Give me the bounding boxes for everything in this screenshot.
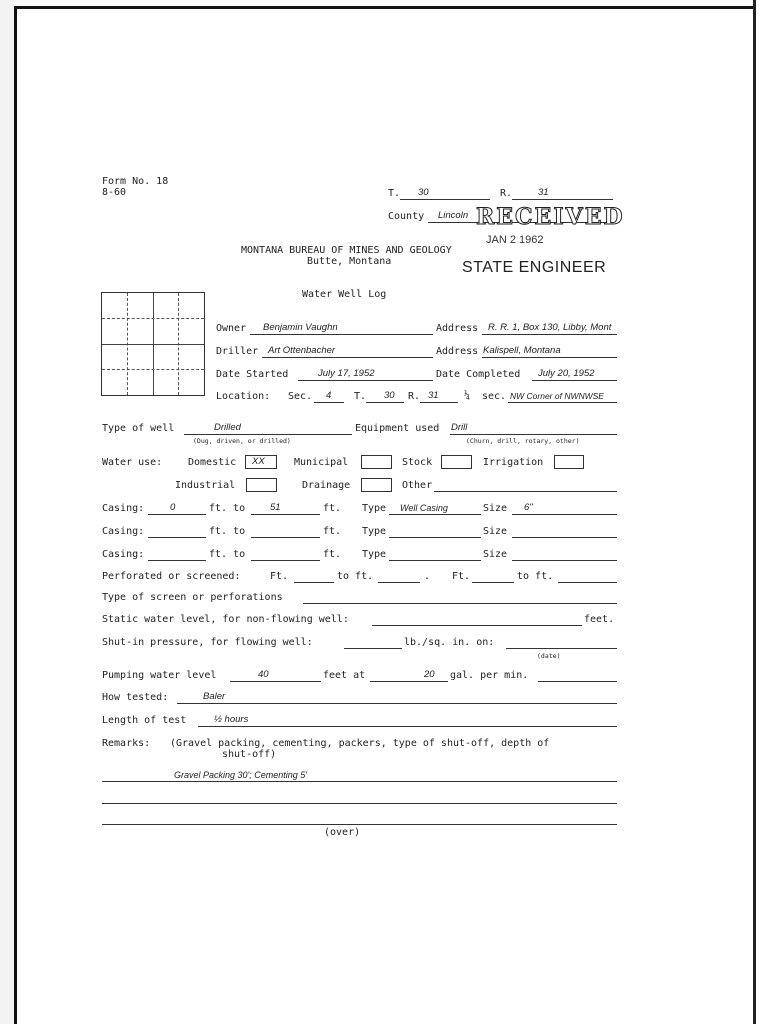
township-t-value: 30 [418,187,429,198]
remarks-line-2 [102,803,617,804]
driller-value: Art Ottenbacher [268,345,336,356]
casing1-size-line [512,514,617,515]
casing1-size-label: Size [483,503,508,514]
casing2-type-label: Type [362,526,387,537]
location-quarter-line [508,402,617,403]
perforated-to-ft2: to ft. [517,571,554,582]
drainage-label: Drainage [302,480,351,491]
equipment-hint: (Churn, drill, rotary, other) [466,437,580,445]
date-completed-value: July 20, 1952 [538,368,595,379]
date-started-value: July 17, 1952 [318,368,375,379]
casing3-type-line [389,560,481,561]
pumping-value: 40 [258,669,269,680]
over-note: (over) [324,827,361,838]
casing3-ft: ft. [323,549,342,560]
location-r-value: 31 [428,390,439,401]
casing2-type-line [389,537,481,538]
pumping-feet-at: feet at [323,670,366,681]
page-top-edge [14,0,770,9]
casing3-from-line [148,560,206,561]
type-of-well-label: Type of well [102,423,175,434]
casing1-to-line [251,514,320,515]
irrigation-label: Irrigation [483,457,544,468]
length-label: Length of test [102,715,187,726]
perforated-ft2: Ft. [452,571,471,582]
pumping-level-line [230,681,321,682]
casing3-to-line [251,560,320,561]
township-r-line [512,199,613,200]
type-of-well-hint: (Dug, driven, or drilled) [193,437,291,445]
location-sec-value: 4 [326,390,332,401]
location-r-line [420,402,458,403]
perforated-to-line [378,582,420,583]
county-value: Lincoln [438,210,469,221]
form-number: Form No. 18 [102,176,169,187]
driller-address-line [482,357,617,358]
casing3-ft-to: ft. to [209,549,246,560]
casing1-to: 51 [270,502,281,513]
form-revision: 8-60 [102,187,127,198]
location-quarter: ¼ [464,390,471,401]
perforated-to-ft: to ft. [337,571,374,582]
shutin-date-line [506,648,617,649]
location-t-value: 30 [384,390,395,401]
agency-name: MONTANA BUREAU OF MINES AND GEOLOGY [241,245,452,256]
other-label: Other [402,480,433,491]
stock-checkbox[interactable] [441,455,472,469]
remarks-line-3 [102,824,617,825]
casing3-type-label: Type [362,549,387,560]
stamp-office: STATE ENGINEER [462,259,607,276]
pumping-rate-line [370,681,448,682]
perforated-ft: Ft. [270,571,289,582]
static-line [372,625,582,626]
form-title: Water Well Log [302,289,387,300]
drainage-checkbox[interactable] [361,478,392,492]
perforated-to2-line [558,582,617,583]
industrial-checkbox[interactable] [246,478,277,492]
domestic-mark: XX [252,456,265,467]
owner-label: Owner [216,323,247,334]
casing1-label: Casing: [102,503,145,514]
casing1-ft: ft. [323,503,342,514]
location-sec-label: Sec. [288,391,313,402]
location-quarter-value: NW Corner of NWNWSE [510,391,604,401]
township-t-line [400,199,490,200]
casing3-size-label: Size [483,549,508,560]
owner-address-line [482,334,617,335]
casing3-label: Casing: [102,549,145,560]
length-line [198,726,617,727]
township-r-label: R. [500,188,513,199]
location-quarter-label: sec. [482,391,507,402]
other-line [434,491,617,492]
pumping-rate: 20 [424,669,435,680]
domestic-label: Domestic [188,457,237,468]
length-value: ½ hours [214,714,249,725]
date-started-line [298,380,433,381]
stamp-date: JAN 2 1962 [486,234,544,246]
casing2-from-line [148,537,206,538]
tested-value: Baler [203,691,226,702]
casing1-from: 0 [170,502,176,513]
remarks-label: Remarks: [102,738,151,749]
page-right-edge [753,0,770,1024]
location-sec-line [314,402,344,403]
casing2-ft-to: ft. to [209,526,246,537]
driller-label: Driller [216,346,259,357]
page-left-edge [0,0,17,1024]
perforated-dot: . [424,571,431,582]
date-completed-line [532,380,617,381]
driller-address-value: Kalispell, Montana [483,345,561,356]
received-stamp: RECEIVED [476,204,625,230]
municipal-label: Municipal [294,457,349,468]
location-t-label: T. [354,391,367,402]
casing1-type-value: Well Casing [400,503,448,513]
shutin-unit: lb./sq. in. on: [404,637,495,648]
casing3-size-line [512,560,617,561]
pumping-label: Pumping water level [102,670,217,681]
tested-line [177,703,617,704]
casing2-size-line [512,537,617,538]
pumping-unit-line [538,681,617,682]
municipal-checkbox[interactable] [361,455,392,469]
casing2-to-line [251,537,320,538]
agency-city: Butte, Montana [307,256,392,267]
driller-address-label: Address [436,346,479,357]
remarks-instructions-1: (Gravel packing, cementing, packers, type of shut-off, depth of [170,738,550,749]
casing2-size-label: Size [483,526,508,537]
date-started-label: Date Started [216,369,289,380]
casing2-ft: ft. [323,526,342,537]
location-r-label: R. [408,391,421,402]
screen-type-label: Type of screen or perforations [102,592,283,603]
owner-address-value: R. R. 1, Box 130, Libby, Mont [488,322,612,333]
shutin-date-hint: (date) [537,652,561,660]
driller-line [262,357,433,358]
casing1-size-value: 6" [524,502,533,513]
township-r-value: 31 [538,187,549,198]
owner-address-label: Address [436,323,479,334]
equipment-label: Equipment used [355,423,440,434]
industrial-label: Industrial [175,480,236,491]
casing1-from-line [148,514,206,515]
pumping-unit: gal. per min. [450,670,529,681]
irrigation-checkbox[interactable] [554,455,584,469]
section-grid [101,292,205,396]
stock-label: Stock [402,457,433,468]
location-t-line [366,402,404,403]
remarks-instructions-2: shut-off) [222,749,277,760]
casing2-label: Casing: [102,526,145,537]
county-label: County [388,211,425,222]
tested-label: How tested: [102,692,169,703]
owner-line [250,334,433,335]
perforated-ft2-line [472,582,514,583]
remarks-value: Gravel Packing 30'; Cementing 5' [174,770,308,780]
casing1-ft-to: ft. to [209,503,246,514]
static-unit: feet. [584,614,615,625]
shutin-pressure-line [344,648,402,649]
casing1-type-label: Type [362,503,387,514]
water-use-label: Water use: [102,457,163,468]
location-label: Location: [216,391,271,402]
casing1-type-line [389,514,481,515]
township-t-label: T. [388,188,401,199]
screen-type-line [303,603,617,604]
perforated-ft-line [294,582,334,583]
owner-value: Benjamin Vaughn [263,322,338,333]
static-label: Static water level, for non-flowing well: [102,614,349,625]
type-of-well-value: Drilled [214,422,241,433]
remarks-line-1 [102,781,617,782]
date-completed-label: Date Completed [436,369,521,380]
perforated-label: Perforated or screened: [102,571,241,582]
equipment-value: Drill [451,422,468,433]
shutin-label: Shut-in pressure, for flowing well: [102,637,313,648]
